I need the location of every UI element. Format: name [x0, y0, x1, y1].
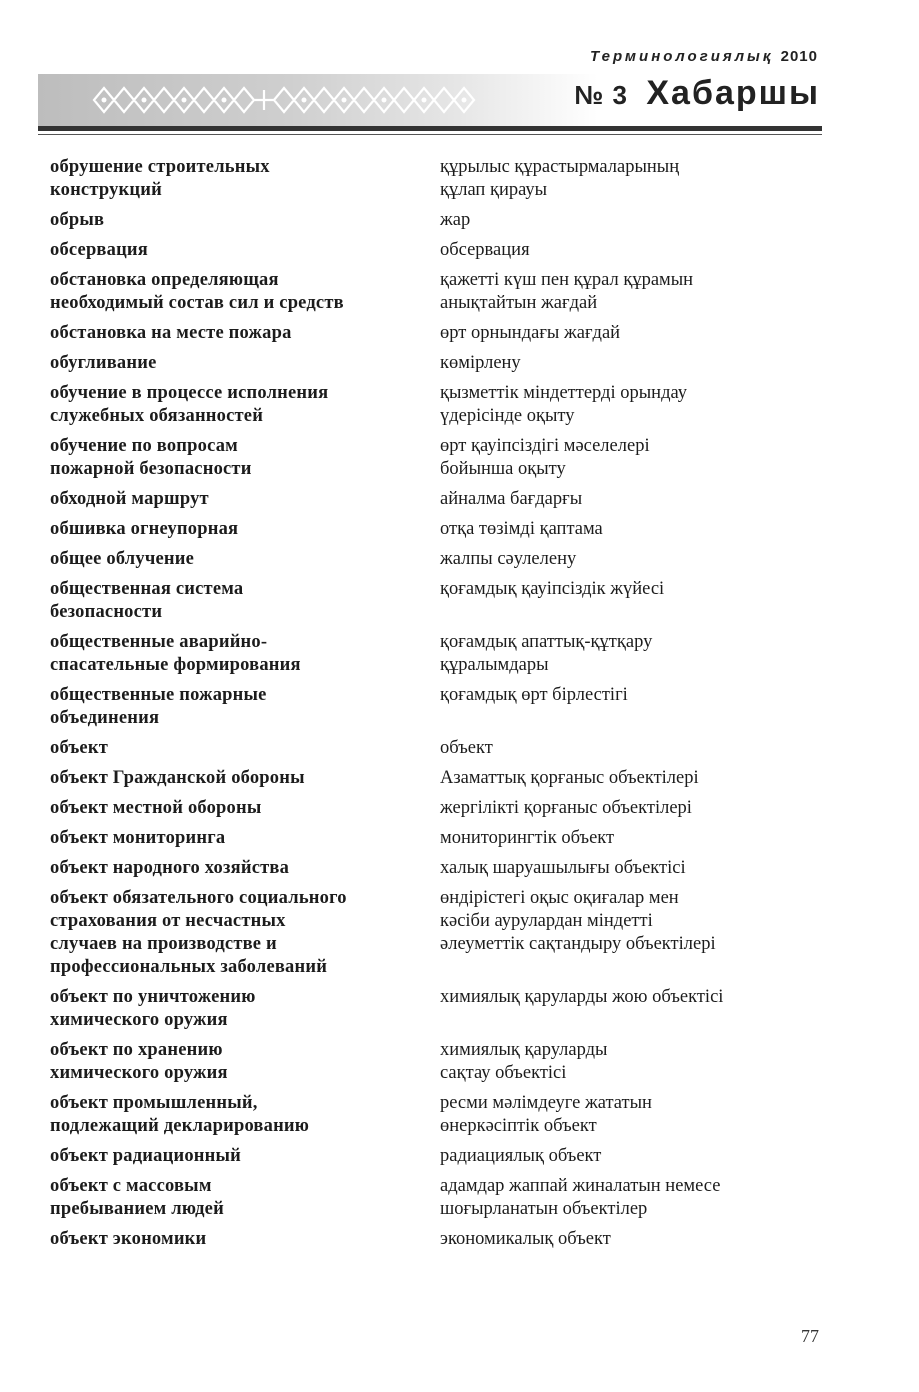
journal-name: [590, 48, 818, 65]
russian-term-line: химического оружия: [50, 1063, 228, 1083]
term-row: [50, 518, 830, 541]
term-row: [50, 1175, 830, 1221]
kazakh-term-line: қоғамдық қауіпсіздік жүйесі: [440, 579, 665, 599]
russian-term: [50, 382, 440, 428]
kazakh-term-line: химиялық қаруларды жою объектісі: [440, 987, 724, 1007]
term-row: [50, 631, 830, 677]
term-row: [50, 1092, 830, 1138]
term-row: [50, 209, 830, 232]
russian-term: [50, 518, 440, 541]
russian-term-line: обсервация: [50, 240, 149, 260]
russian-term-line: обучение по вопросам: [50, 436, 238, 456]
russian-term: [50, 1039, 440, 1085]
kazakh-term-line: мониторингтік объект: [440, 828, 615, 848]
russian-term: [50, 684, 440, 730]
russian-term-line: спасательные формирования: [50, 655, 301, 675]
term-row: [50, 827, 830, 850]
kazakh-term: [440, 209, 830, 232]
kazakh-term-line: шоғырланатын объектілер: [440, 1199, 648, 1219]
kazakh-term: [440, 684, 830, 730]
kazakh-term-line: адамдар жаппай жиналатын немесе: [440, 1176, 721, 1196]
russian-term-line: пребыванием людей: [50, 1199, 224, 1219]
russian-term-line: общественная система: [50, 579, 244, 599]
russian-term-line: объединения: [50, 708, 160, 728]
kazakh-term: [440, 269, 830, 315]
russian-term-line: пожарной безопасности: [50, 459, 252, 479]
russian-term: [50, 435, 440, 481]
term-row: [50, 986, 830, 1032]
term-row: [50, 857, 830, 880]
term-row: [50, 239, 830, 262]
russian-term-line: страхования от несчастных: [50, 911, 286, 931]
term-row: [50, 548, 830, 571]
russian-term-line: обходной маршрут: [50, 489, 209, 509]
term-row: [50, 269, 830, 315]
russian-term: [50, 209, 440, 232]
kazakh-term: [440, 322, 830, 345]
russian-term: [50, 797, 440, 820]
journal-year: 2010: [780, 48, 818, 65]
kazakh-term-line: объект: [440, 738, 493, 758]
term-row: [50, 322, 830, 345]
kazakh-term: [440, 767, 830, 790]
term-row: [50, 435, 830, 481]
russian-term: [50, 887, 440, 979]
russian-term: [50, 767, 440, 790]
term-row: [50, 382, 830, 428]
kazakh-term: [440, 578, 830, 624]
russian-term-line: служебных обязанностей: [50, 406, 264, 426]
kazakh-term: [440, 737, 830, 760]
russian-term-line: подлежащий декларированию: [50, 1116, 310, 1136]
russian-term-line: обугливание: [50, 353, 157, 373]
russian-term-line: объект радиационный: [50, 1146, 242, 1166]
term-row: [50, 684, 830, 730]
issue-number: № 3: [574, 80, 628, 110]
russian-term-line: случаев на производстве и: [50, 934, 277, 954]
kazakh-term: [440, 1092, 830, 1138]
russian-term: [50, 548, 440, 571]
kazakh-term-line: қажетті күш пен құрал құрамын: [440, 270, 694, 290]
russian-term-line: обрыв: [50, 210, 105, 230]
ornament-pattern-icon: [90, 82, 490, 118]
russian-term-line: объект по хранению: [50, 1040, 223, 1060]
term-list: [50, 156, 830, 1258]
kazakh-term-line: жалпы сәулелену: [440, 549, 577, 569]
kazakh-term-line: Азаматтық қорғаныс объектілері: [440, 768, 699, 788]
journal-title: Хабаршы: [646, 74, 820, 112]
russian-term-line: обучение в процессе исполнения: [50, 383, 329, 403]
russian-term: [50, 352, 440, 375]
russian-term: [50, 239, 440, 262]
issue-line: [574, 74, 820, 113]
term-row: [50, 737, 830, 760]
kazakh-term: [440, 518, 830, 541]
kazakh-term: [440, 548, 830, 571]
russian-term: [50, 578, 440, 624]
russian-term-line: объект народного хозяйства: [50, 858, 290, 878]
kazakh-term-line: қоғамдық өрт бірлестігі: [440, 685, 628, 705]
journal-name-text: Терминологиялық: [590, 48, 774, 65]
kazakh-term-line: өрт орнындағы жағдай: [440, 323, 621, 343]
kazakh-term: [440, 986, 830, 1032]
term-row: [50, 488, 830, 511]
russian-term: [50, 488, 440, 511]
kazakh-term: [440, 827, 830, 850]
russian-term-line: объект по уничтожению: [50, 987, 256, 1007]
kazakh-term-line: ресми мәлімдеуге жататын: [440, 1093, 652, 1113]
kazakh-term-line: айналма бағдарғы: [440, 489, 583, 509]
term-row: [50, 1228, 830, 1251]
kazakh-term-line: өндірістегі оқыс оқиғалар мен: [440, 888, 679, 908]
russian-term: [50, 737, 440, 760]
russian-term: [50, 986, 440, 1032]
kazakh-term-line: сақтау объектісі: [440, 1063, 567, 1083]
kazakh-term: [440, 887, 830, 979]
kazakh-term-line: кәсіби аурулардан міндетті: [440, 911, 653, 931]
kazakh-term-line: өнеркәсіптік объект: [440, 1116, 597, 1136]
kazakh-term: [440, 1145, 830, 1168]
kazakh-term-line: отқа төзімді қаптама: [440, 519, 603, 539]
kazakh-term: [440, 352, 830, 375]
kazakh-term-line: бойынша оқыту: [440, 459, 566, 479]
russian-term-line: конструкций: [50, 180, 162, 200]
russian-term-line: профессиональных заболеваний: [50, 957, 328, 977]
term-row: [50, 767, 830, 790]
kazakh-term-line: үдерісінде оқыту: [440, 406, 575, 426]
russian-term-line: объект: [50, 738, 108, 758]
kazakh-term-line: қызметтік міндеттерді орындау: [440, 383, 688, 403]
russian-term-line: обстановка на месте пожара: [50, 323, 292, 343]
russian-term: [50, 322, 440, 345]
page-header: [38, 40, 822, 140]
kazakh-term-line: обсервация: [440, 240, 530, 260]
russian-term: [50, 1175, 440, 1221]
header-rule-thin: [38, 134, 822, 135]
term-row: [50, 156, 830, 202]
russian-term-line: объект Гражданской обороны: [50, 768, 305, 788]
russian-term-line: общественные аварийно-: [50, 632, 268, 652]
term-row: [50, 1145, 830, 1168]
term-row: [50, 1039, 830, 1085]
russian-term-line: объект мониторинга: [50, 828, 226, 848]
russian-term-line: общественные пожарные: [50, 685, 267, 705]
russian-term-line: объект промышленный,: [50, 1093, 258, 1113]
kazakh-term-line: химиялық қаруларды: [440, 1040, 608, 1060]
russian-term-line: объект местной обороны: [50, 798, 262, 818]
kazakh-term-line: құлап қирауы: [440, 180, 548, 200]
kazakh-term-line: көмірлену: [440, 353, 521, 373]
term-row: [50, 797, 830, 820]
ornament-band: [38, 74, 598, 126]
kazakh-term: [440, 631, 830, 677]
kazakh-term-line: құрылыс құрастырмаларының: [440, 157, 680, 177]
russian-term-line: химического оружия: [50, 1010, 228, 1030]
russian-term: [50, 1092, 440, 1138]
term-row: [50, 578, 830, 624]
kazakh-term-line: жар: [440, 210, 471, 230]
kazakh-term-line: экономикалық объект: [440, 1229, 611, 1249]
russian-term-line: обстановка определяющая: [50, 270, 279, 290]
kazakh-term: [440, 488, 830, 511]
kazakh-term-line: әлеуметтік сақтандыру объектілері: [440, 934, 716, 954]
russian-term: [50, 156, 440, 202]
kazakh-term: [440, 1039, 830, 1085]
kazakh-term: [440, 239, 830, 262]
russian-term: [50, 1228, 440, 1251]
kazakh-term-line: өрт қауіпсіздігі мәселелері: [440, 436, 650, 456]
kazakh-term: [440, 156, 830, 202]
russian-term-line: обшивка огнеупорная: [50, 519, 239, 539]
russian-term-line: объект обязательного социального: [50, 888, 347, 908]
russian-term-line: объект с массовым: [50, 1176, 212, 1196]
kazakh-term: [440, 797, 830, 820]
russian-term: [50, 631, 440, 677]
page-number: 77: [801, 1326, 819, 1346]
kazakh-term-line: құралымдары: [440, 655, 549, 675]
russian-term-line: объект экономики: [50, 1229, 207, 1249]
russian-term: [50, 827, 440, 850]
kazakh-term: [440, 1175, 830, 1221]
header-rule-thick: [38, 126, 822, 131]
russian-term-line: общее облучение: [50, 549, 195, 569]
kazakh-term: [440, 382, 830, 428]
kazakh-term: [440, 857, 830, 880]
russian-term: [50, 857, 440, 880]
russian-term: [50, 1145, 440, 1168]
kazakh-term: [440, 435, 830, 481]
kazakh-term: [440, 1228, 830, 1251]
russian-term-line: необходимый состав сил и средств: [50, 293, 344, 313]
kazakh-term-line: радиациялық объект: [440, 1146, 602, 1166]
term-row: [50, 352, 830, 375]
kazakh-term-line: қоғамдық апаттық-құтқару: [440, 632, 653, 652]
russian-term: [50, 269, 440, 315]
term-row: [50, 887, 830, 979]
kazakh-term-line: анықтайтын жағдай: [440, 293, 598, 313]
russian-term-line: обрушение строительных: [50, 157, 270, 177]
russian-term-line: безопасности: [50, 602, 163, 622]
kazakh-term-line: жергілікті қорғаныс объектілері: [440, 798, 692, 818]
kazakh-term-line: халық шаруашылығы объектісі: [440, 858, 686, 878]
